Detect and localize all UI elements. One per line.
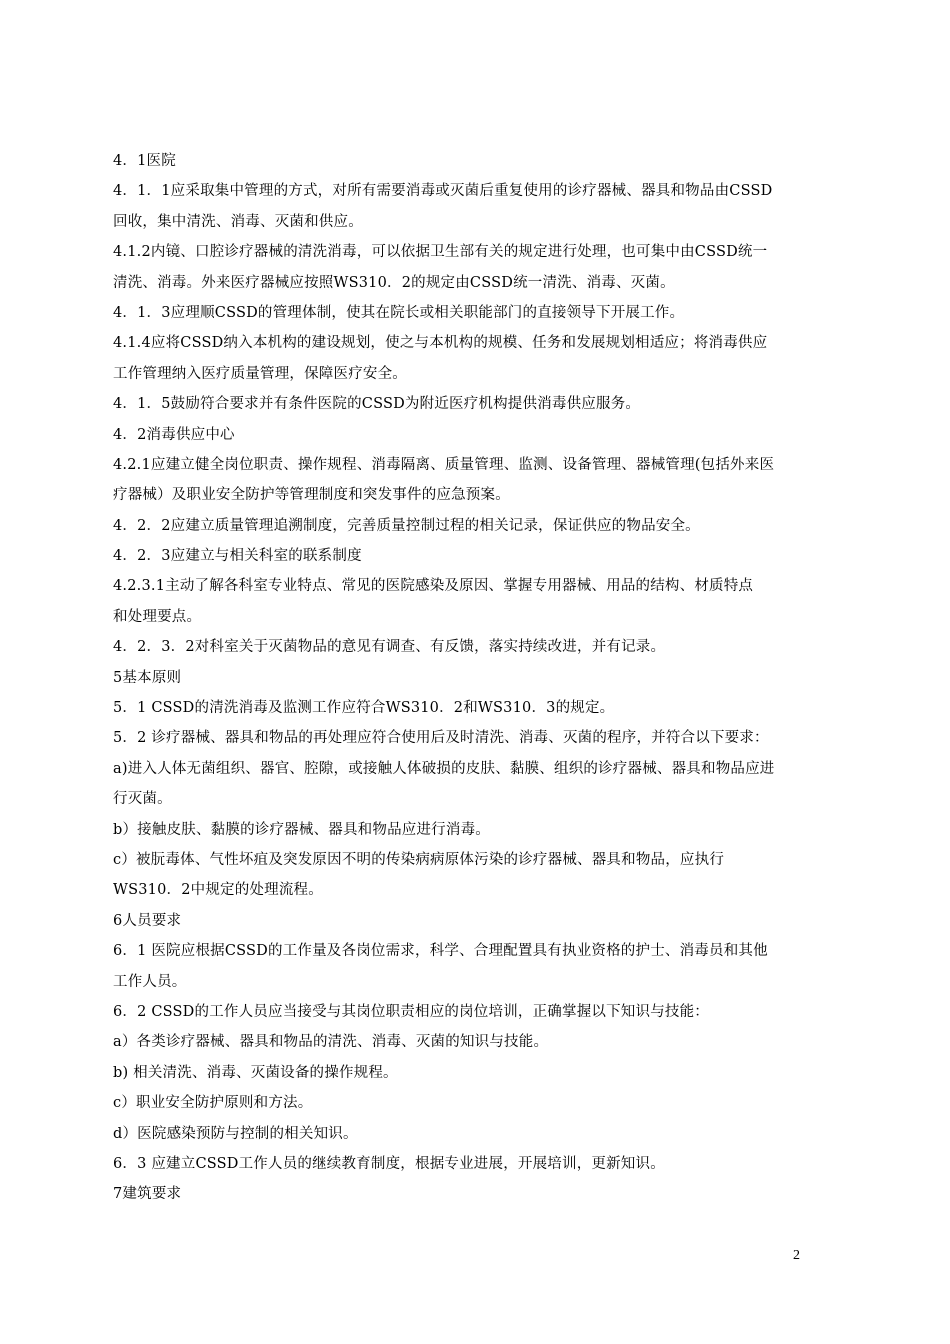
paragraph-line: 4.1.4应将CSSD纳入本机构的建设规划，使之与本机构的规模、任务和发展规划相适应；将消毒供应 xyxy=(113,335,768,352)
paragraph-line: 4．2．3．2对科室关于灭菌物品的意见有调查、有反馈，落实持续改进，并有记录。 xyxy=(113,639,666,656)
heading-4-2: 4．2消毒供应中心 xyxy=(113,426,235,443)
paragraph-line: 4.2.3.1主动了解各科室专业特点、常见的医院感染及原因、掌握专用器械、用品的结构、材质特点 xyxy=(113,578,754,595)
paragraph-line: a）各类诊疗器械、器具和物品的清洗、消毒、灭菌的知识与技能。 xyxy=(113,1034,549,1051)
paragraph-line: a)进入人体无菌组织、器官、腔隙，或接触人体破损的皮肤、黏膜、组织的诊疗器械、器具和物品应进 xyxy=(113,760,775,777)
paragraph-line: 行灭菌。 xyxy=(113,791,172,808)
paragraph-line: 清洗、消毒。外来医疗器械应按照WS310．2的规定由CSSD统一清洗、消毒、灭菌。 xyxy=(113,274,675,291)
heading-7: 7建筑要求 xyxy=(113,1186,182,1203)
paragraph-line: d）医院感染预防与控制的相关知识。 xyxy=(113,1125,358,1142)
paragraph-line: 工作人员。 xyxy=(113,973,187,990)
paragraph-line: WS310．2中规定的处理流程。 xyxy=(113,882,323,899)
paragraph-line: 6．3 应建立CSSD工作人员的继续教育制度，根据专业进展，开展培训，更新知识。 xyxy=(113,1155,665,1172)
paragraph-line: 4.1.2内镜、口腔诊疗器械的清洗消毒，可以依据卫生部有关的规定进行处理，也可集中由CSSD统一 xyxy=(113,244,768,261)
paragraph-line: 4．1．1应采取集中管理的方式，对所有需要消毒或灭菌后重复使用的诊疗器械、器具和物品由CSSD xyxy=(113,183,773,200)
paragraph-line: c）被朊毒体、气性坏疽及突发原因不明的传染病病原体污染的诊疗器械、器具和物品，应执行 xyxy=(113,851,725,868)
paragraph-line: b) 相关清洗、消毒、灭菌设备的操作规程。 xyxy=(113,1064,398,1081)
paragraph-line: 4．1．5鼓励符合要求并有条件医院的CSSD为附近医疗机构提供消毒供应服务。 xyxy=(113,396,641,413)
heading-6: 6人员要求 xyxy=(113,912,182,929)
paragraph-line: c）职业安全防护原则和方法。 xyxy=(113,1095,313,1112)
paragraph-line: 5．1 CSSD的清洗消毒及监测工作应符合WS310．2和WS310．3的规定。 xyxy=(113,700,615,717)
paragraph-line: 4.2.1应建立健全岗位职责、操作规程、消毒隔离、质量管理、监测、设备管理、器械管理(包括外来医 xyxy=(113,456,775,473)
paragraph-line: 4．1．3应理顺CSSD的管理体制，使其在院长或相关职能部门的直接领导下开展工作。 xyxy=(113,304,685,321)
heading-5: 5基本原则 xyxy=(113,669,182,686)
paragraph-line: 疗器械）及职业安全防护等管理制度和突发事件的应急预案。 xyxy=(113,487,510,504)
paragraph-line: 4．2．3应建立与相关科室的联系制度 xyxy=(113,548,362,565)
paragraph-line: 和处理要点。 xyxy=(113,608,202,625)
document-body xyxy=(113,146,813,1210)
paragraph-line: 4．2．2应建立质量管理追溯制度，完善质量控制过程的相关记录，保证供应的物品安全。 xyxy=(113,517,700,534)
page-number: 2 xyxy=(793,1248,800,1263)
paragraph-line: 6．2 CSSD的工作人员应当接受与其岗位职责相应的岗位培训，正确掌握以下知识与技能： xyxy=(113,1003,709,1020)
paragraph-line: 6．1 医院应根据CSSD的工作量及各岗位需求，科学、合理配置具有执业资格的护士、消毒员和其他 xyxy=(113,943,768,960)
paragraph-line: 工作管理纳入医疗质量管理，保障医疗安全。 xyxy=(113,365,407,382)
paragraph-line: b）接触皮肤、黏膜的诊疗器械、器具和物品应进行消毒。 xyxy=(113,821,490,838)
paragraph-line: 5．2 诊疗器械、器具和物品的再处理应符合使用后及时清洗、消毒、灭菌的程序，并符合以下要求： xyxy=(113,730,769,747)
paragraph-line: 回收，集中清洗、消毒、灭菌和供应。 xyxy=(113,213,363,230)
heading-4-1: 4．1医院 xyxy=(113,153,176,169)
